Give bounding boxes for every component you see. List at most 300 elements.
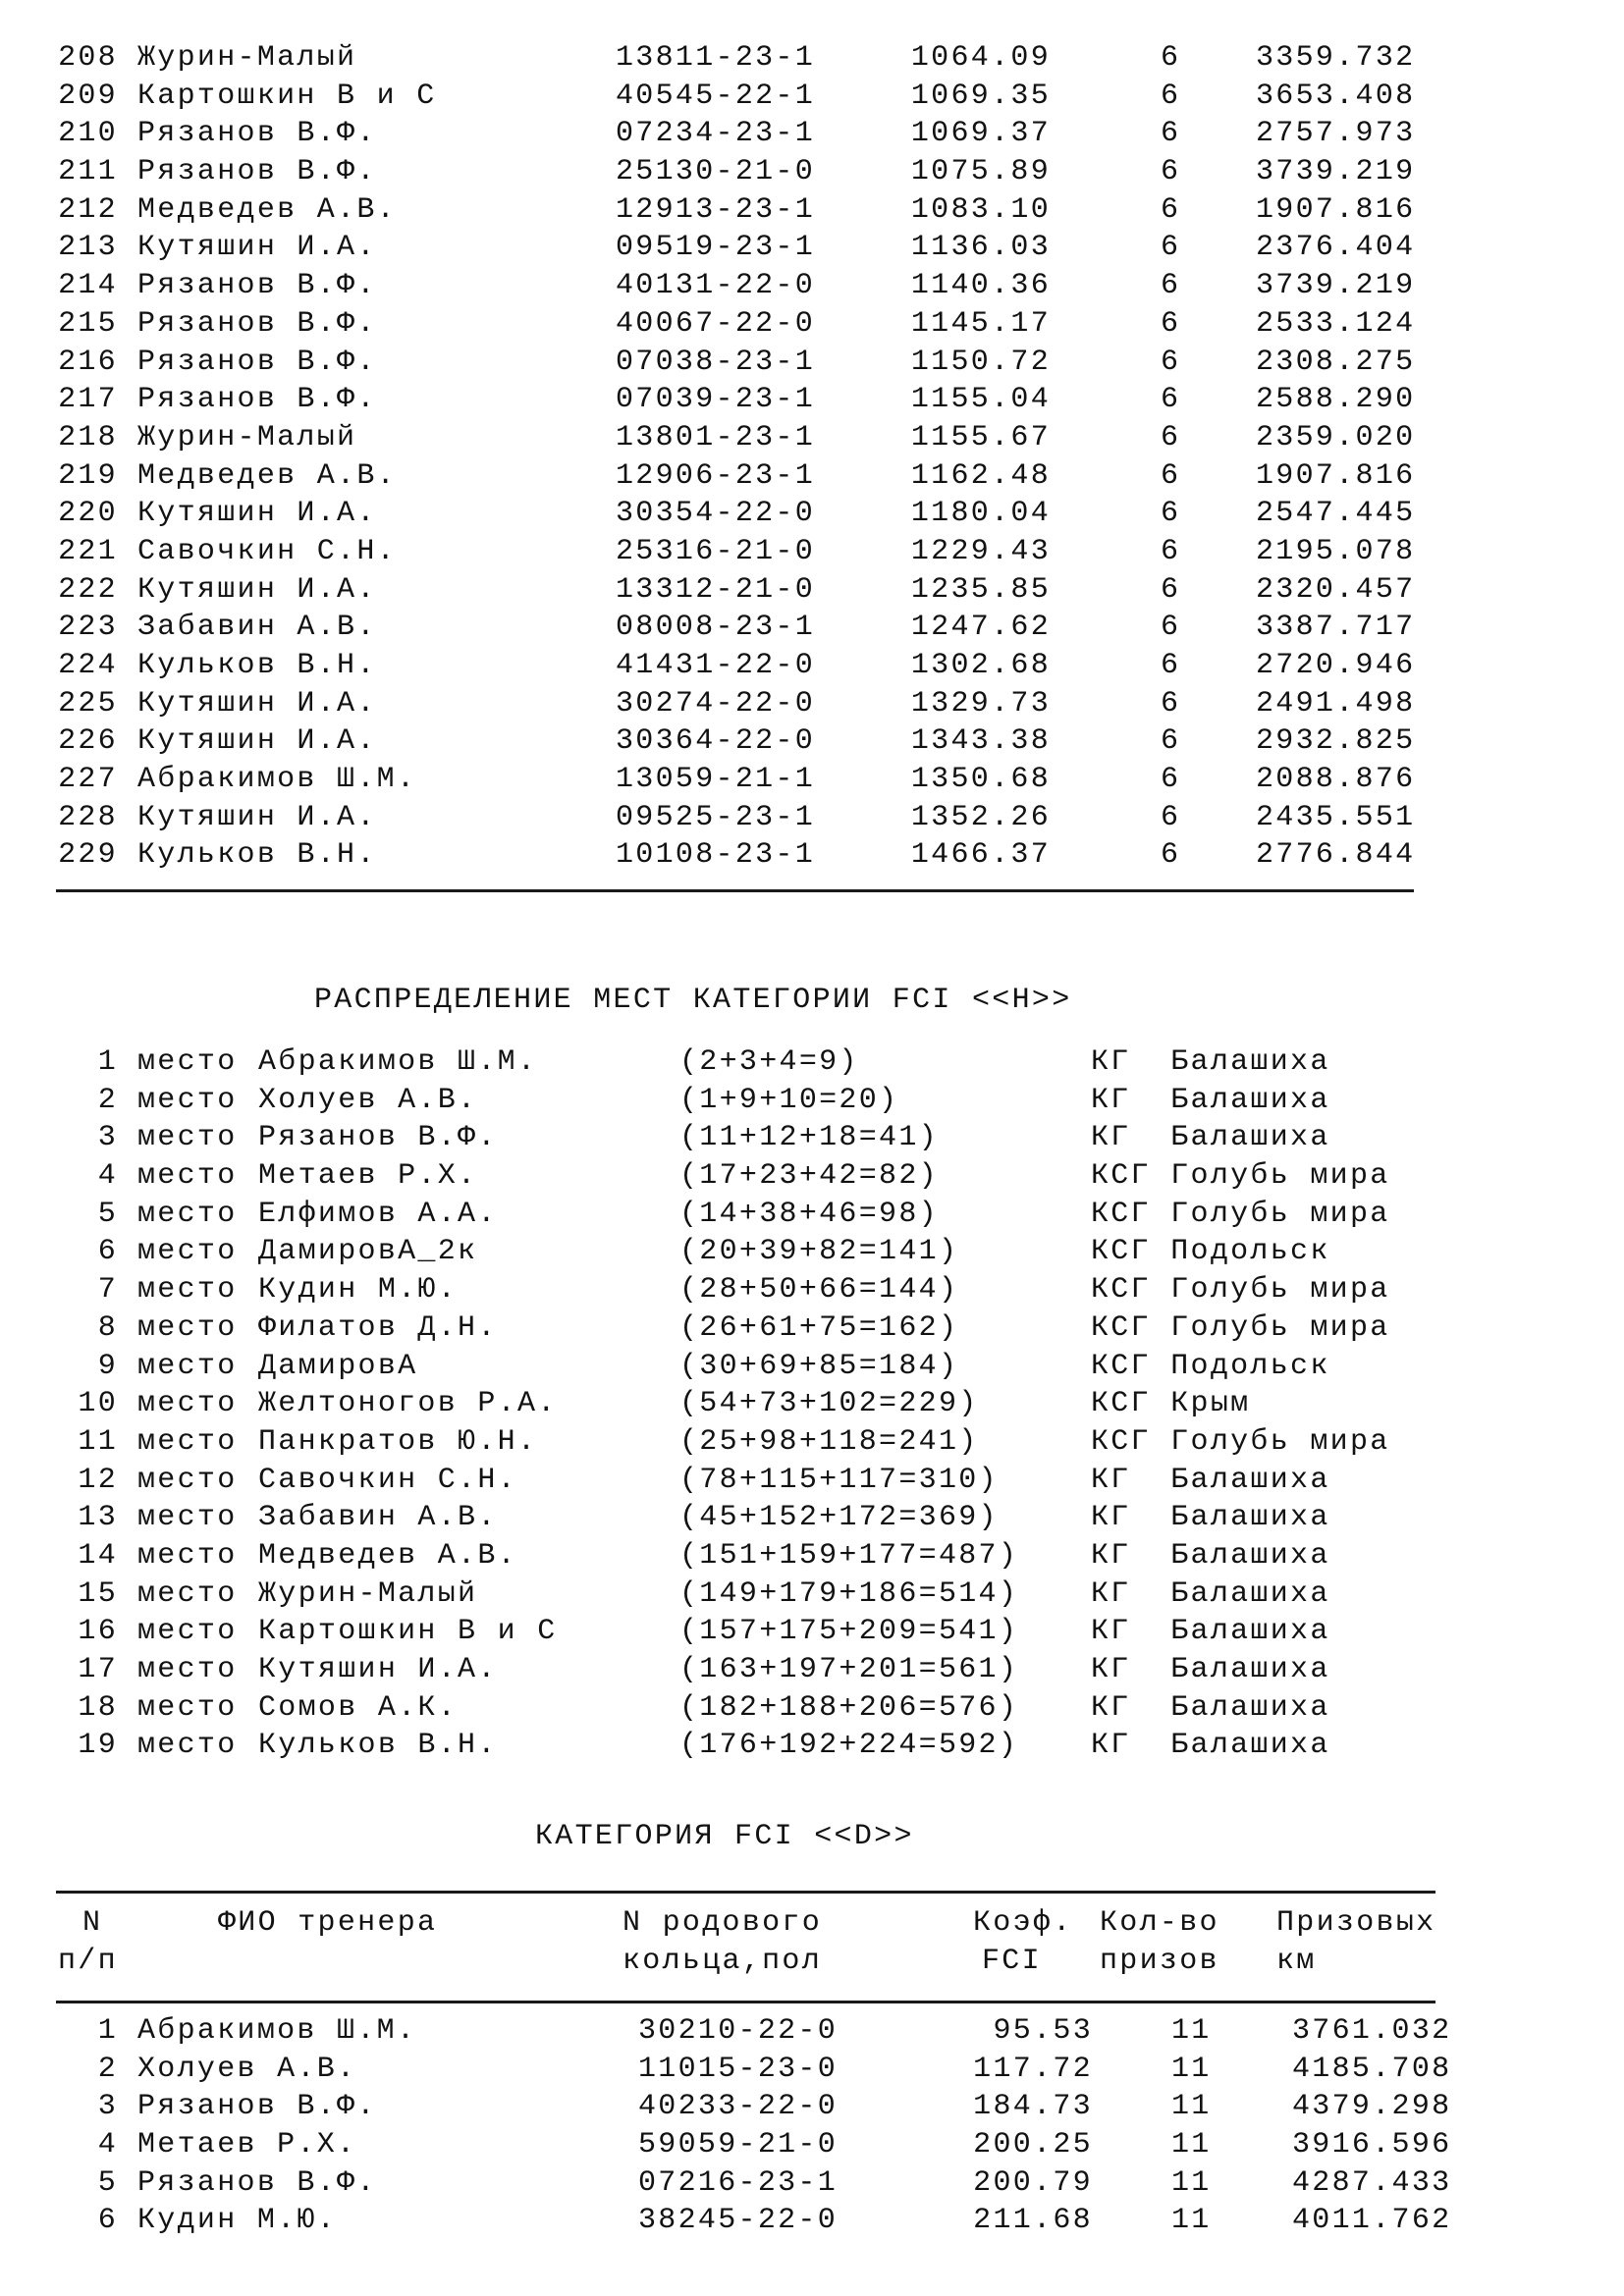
trainer-name: Кутяшин И.А. bbox=[137, 800, 377, 834]
row-rank: 216 bbox=[58, 345, 118, 379]
places-sum-formula: (25+98+118=241) bbox=[679, 1424, 979, 1459]
places-sum-formula: (78+115+117=310) bbox=[679, 1463, 999, 1497]
row-rank: 220 bbox=[58, 497, 118, 531]
row-rank: 215 bbox=[58, 306, 118, 341]
place-row bbox=[0, 1348, 1624, 1386]
trainer-name: Кульков В.Н. bbox=[137, 838, 377, 873]
place-number: 3 bbox=[97, 1121, 118, 1155]
section-title-places-fci-h: РАСПРЕДЕЛЕНИЕ МЕСТ КАТЕГОРИИ FCI <<H>> bbox=[314, 984, 1072, 1017]
place-label: место bbox=[137, 1349, 238, 1383]
place-row bbox=[0, 1537, 1624, 1575]
prizes-count: 6 bbox=[1161, 117, 1181, 151]
places-sum-formula: (20+39+82=141) bbox=[679, 1235, 959, 1269]
result-row bbox=[0, 115, 1624, 153]
prize-km: 3359.732 bbox=[1256, 41, 1416, 75]
prize-km: 2308.275 bbox=[1256, 345, 1416, 379]
trainer-name: Рязанов В.Ф. bbox=[137, 117, 377, 151]
places-sum-formula: (149+179+186=514) bbox=[679, 1576, 1019, 1611]
places-sum-formula: (151+159+177=487) bbox=[679, 1538, 1019, 1573]
club-name: КСГ Голубь мира bbox=[1091, 1424, 1390, 1459]
place-number: 13 bbox=[78, 1501, 118, 1535]
trainer-name: Панкратов Ю.Н. bbox=[258, 1424, 538, 1459]
club-name: КГ Балашиха bbox=[1091, 1653, 1330, 1686]
result-row bbox=[0, 836, 1624, 875]
place-row bbox=[0, 1499, 1624, 1537]
place-number: 19 bbox=[78, 1729, 118, 1763]
row-rank: 212 bbox=[58, 192, 118, 227]
prize-km: 4185.708 bbox=[1292, 2052, 1452, 2086]
prizes-count: 6 bbox=[1161, 649, 1181, 682]
fci-coefficient: 1145.17 bbox=[910, 306, 1051, 341]
prize-km: 3916.596 bbox=[1292, 2128, 1452, 2163]
place-row bbox=[0, 1119, 1624, 1157]
header-coef-line2: FCI bbox=[982, 1944, 1042, 1978]
header-coef: Коэф. bbox=[973, 1906, 1073, 1940]
category-d-table bbox=[0, 2012, 1624, 2240]
prizes-count: 6 bbox=[1161, 420, 1181, 454]
place-number: 7 bbox=[97, 1273, 118, 1308]
header-trainer: ФИО тренера bbox=[218, 1906, 438, 1940]
prize-km: 3739.219 bbox=[1256, 155, 1416, 189]
places-sum-formula: (14+38+46=98) bbox=[679, 1197, 939, 1231]
place-label: место bbox=[137, 1235, 238, 1269]
section-title-category-fci-d: КАТЕГОРИЯ FCI <<D>> bbox=[535, 1820, 914, 1853]
place-number: 18 bbox=[78, 1690, 118, 1725]
trainer-name: Кутяшин И.А. bbox=[137, 724, 377, 759]
result-row bbox=[0, 39, 1624, 78]
fci-coefficient: 95.53 bbox=[993, 2014, 1093, 2048]
prizes-count: 6 bbox=[1161, 724, 1181, 759]
ring-number: 13801-23-1 bbox=[616, 420, 816, 454]
place-label: место bbox=[137, 1538, 238, 1573]
fci-coefficient: 1235.85 bbox=[910, 572, 1051, 607]
result-row bbox=[0, 571, 1624, 610]
prizes-count: 11 bbox=[1171, 2014, 1212, 2048]
place-label: место bbox=[137, 1424, 238, 1459]
trainer-name: Кутяшин И.А. bbox=[137, 686, 377, 721]
row-rank: 228 bbox=[58, 800, 118, 834]
trainer-name: Рязанов В.Ф. bbox=[137, 306, 377, 341]
ring-number: 13811-23-1 bbox=[616, 41, 816, 75]
fci-coefficient: 200.25 bbox=[973, 2128, 1093, 2163]
result-row bbox=[0, 153, 1624, 191]
result-row bbox=[0, 685, 1624, 723]
trainer-name: Медведев А.В. bbox=[137, 192, 397, 227]
place-row bbox=[0, 1689, 1624, 1728]
club-name: КГ Балашиха bbox=[1091, 1463, 1330, 1497]
place-number: 4 bbox=[97, 1159, 118, 1194]
ring-number: 30274-22-0 bbox=[616, 686, 816, 721]
trainer-name: Журин-Малый bbox=[137, 420, 357, 454]
places-sum-formula: (17+23+42=82) bbox=[679, 1159, 939, 1194]
place-row bbox=[0, 1385, 1624, 1423]
ring-number: 11015-23-0 bbox=[638, 2052, 839, 2086]
places-sum-formula: (163+197+201=561) bbox=[679, 1653, 1019, 1686]
club-name: КГ Балашиха bbox=[1091, 1576, 1330, 1611]
place-number: 10 bbox=[78, 1387, 118, 1421]
row-rank: 5 bbox=[97, 2165, 118, 2200]
row-rank: 221 bbox=[58, 534, 118, 568]
prizes-count: 6 bbox=[1161, 458, 1181, 493]
trainer-name: Кутяшин И.А. bbox=[137, 497, 377, 531]
trainer-name: Холуев А.В. bbox=[258, 1083, 478, 1117]
trainer-name: Кутяшин И.А. bbox=[258, 1653, 498, 1686]
result-row bbox=[0, 761, 1624, 799]
place-number: 1 bbox=[97, 1045, 118, 1079]
fci-coefficient: 184.73 bbox=[973, 2090, 1093, 2124]
result-row bbox=[0, 344, 1624, 382]
places-sum-formula: (26+61+75=162) bbox=[679, 1310, 959, 1345]
place-row bbox=[0, 1651, 1624, 1689]
row-rank: 214 bbox=[58, 269, 118, 303]
place-row bbox=[0, 1082, 1624, 1120]
header-km: Призовых bbox=[1276, 1906, 1436, 1940]
fci-coefficient: 1155.67 bbox=[910, 420, 1051, 454]
header-prizes: Кол-во bbox=[1100, 1906, 1219, 1940]
row-rank: 219 bbox=[58, 458, 118, 493]
club-name: КСГ Голубь мира bbox=[1091, 1159, 1390, 1194]
ring-number: 40067-22-0 bbox=[616, 306, 816, 341]
place-label: место bbox=[137, 1615, 238, 1649]
ring-number: 12913-23-1 bbox=[616, 192, 816, 227]
prize-km: 1907.816 bbox=[1256, 458, 1416, 493]
place-label: место bbox=[137, 1159, 238, 1194]
places-sum-formula: (45+152+172=369) bbox=[679, 1501, 999, 1535]
place-row bbox=[0, 1423, 1624, 1462]
header-prizes-line2: призов bbox=[1100, 1944, 1219, 1978]
prize-km: 2776.844 bbox=[1256, 838, 1416, 873]
prize-km: 3739.219 bbox=[1256, 269, 1416, 303]
prize-km: 2491.498 bbox=[1256, 686, 1416, 721]
trainer-name: Рязанов В.Ф. bbox=[137, 2090, 377, 2124]
prize-km: 2533.124 bbox=[1256, 306, 1416, 341]
prizes-count: 6 bbox=[1161, 269, 1181, 303]
row-rank: 2 bbox=[97, 2052, 118, 2086]
trainer-name: Абракимов Ш.М. bbox=[137, 763, 417, 797]
fci-coefficient: 1155.04 bbox=[910, 383, 1051, 417]
places-sum-formula: (2+3+4=9) bbox=[679, 1045, 859, 1079]
place-label: место bbox=[137, 1197, 238, 1231]
result-row bbox=[0, 267, 1624, 305]
prizes-count: 6 bbox=[1161, 383, 1181, 417]
place-label: место bbox=[137, 1463, 238, 1497]
prize-km: 2547.445 bbox=[1256, 497, 1416, 531]
fci-coefficient: 200.79 bbox=[973, 2165, 1093, 2200]
place-number: 8 bbox=[97, 1310, 118, 1345]
club-name: КСГ Голубь мира bbox=[1091, 1197, 1390, 1231]
fci-coefficient: 1075.89 bbox=[910, 155, 1051, 189]
category-d-row bbox=[0, 2164, 1624, 2203]
ring-number: 40131-22-0 bbox=[616, 269, 816, 303]
prize-km: 2359.020 bbox=[1256, 420, 1416, 454]
row-rank: 213 bbox=[58, 231, 118, 265]
header-ring: N родового bbox=[623, 1906, 823, 1940]
row-rank: 6 bbox=[97, 2204, 118, 2238]
prizes-count: 6 bbox=[1161, 192, 1181, 227]
prize-km: 2932.825 bbox=[1256, 724, 1416, 759]
header-num-line2: п/п bbox=[58, 1944, 118, 1978]
trainer-name: Забавин А.В. bbox=[258, 1501, 498, 1535]
trainer-name: Рязанов В.Ф. bbox=[137, 2165, 377, 2200]
ring-number: 13059-21-1 bbox=[616, 763, 816, 797]
prize-km: 2588.290 bbox=[1256, 383, 1416, 417]
prizes-count: 6 bbox=[1161, 497, 1181, 531]
trainer-name: Абракимов Ш.М. bbox=[137, 2014, 417, 2048]
result-row bbox=[0, 78, 1624, 116]
club-name: КГ Балашиха bbox=[1091, 1729, 1330, 1763]
fci-coefficient: 1136.03 bbox=[910, 231, 1051, 265]
header-top-divider bbox=[56, 1891, 1435, 1894]
club-name: КГ Балашиха bbox=[1091, 1121, 1330, 1155]
trainer-name: Кульков В.Н. bbox=[137, 649, 377, 682]
places-sum-formula: (28+50+66=144) bbox=[679, 1273, 959, 1308]
prize-km: 3761.032 bbox=[1292, 2014, 1452, 2048]
ring-number: 07234-23-1 bbox=[616, 117, 816, 151]
trainer-name: Журин-Малый bbox=[258, 1576, 478, 1611]
trainer-name: ДамировА_2к bbox=[258, 1235, 478, 1269]
row-rank: 208 bbox=[58, 41, 118, 75]
club-name: КГ Балашиха bbox=[1091, 1083, 1330, 1117]
trainer-name: Савочкин С.Н. bbox=[137, 534, 397, 568]
prizes-count: 6 bbox=[1161, 572, 1181, 607]
place-number: 17 bbox=[78, 1653, 118, 1686]
trainer-name: Рязанов В.Ф. bbox=[137, 155, 377, 189]
category-d-row bbox=[0, 2126, 1624, 2164]
result-row bbox=[0, 381, 1624, 419]
places-distribution-list bbox=[0, 1043, 1624, 1765]
ring-number: 30354-22-0 bbox=[616, 497, 816, 531]
row-rank: 209 bbox=[58, 79, 118, 113]
club-name: КГ Балашиха bbox=[1091, 1538, 1330, 1573]
fci-coefficient: 1350.68 bbox=[910, 763, 1051, 797]
place-label: место bbox=[137, 1653, 238, 1686]
place-label: место bbox=[137, 1310, 238, 1345]
place-row bbox=[0, 1613, 1624, 1651]
fci-coefficient: 117.72 bbox=[973, 2052, 1093, 2086]
fci-coefficient: 1150.72 bbox=[910, 345, 1051, 379]
ring-number: 40545-22-1 bbox=[616, 79, 816, 113]
results-table-top bbox=[0, 39, 1624, 875]
trainer-name: Кудин М.Ю. bbox=[137, 2204, 338, 2238]
ring-number: 09525-23-1 bbox=[616, 800, 816, 834]
category-d-row bbox=[0, 2051, 1624, 2089]
prize-km: 2720.946 bbox=[1256, 649, 1416, 682]
place-row bbox=[0, 1233, 1624, 1271]
row-rank: 226 bbox=[58, 724, 118, 759]
trainer-name: Филатов Д.Н. bbox=[258, 1310, 498, 1345]
trainer-name: ДамировА bbox=[258, 1349, 418, 1383]
header-bottom-divider bbox=[56, 2001, 1435, 2003]
trainer-name: Желтоногов Р.А. bbox=[258, 1387, 558, 1421]
places-sum-formula: (1+9+10=20) bbox=[679, 1083, 899, 1117]
fci-coefficient: 1162.48 bbox=[910, 458, 1051, 493]
place-number: 5 bbox=[97, 1197, 118, 1231]
trainer-name: Елфимов А.А. bbox=[258, 1197, 498, 1231]
fci-coefficient: 1069.37 bbox=[910, 117, 1051, 151]
result-row bbox=[0, 305, 1624, 344]
prize-km: 2195.078 bbox=[1256, 534, 1416, 568]
prizes-count: 6 bbox=[1161, 838, 1181, 873]
fci-coefficient: 1302.68 bbox=[910, 649, 1051, 682]
ring-number: 13312-21-0 bbox=[616, 572, 816, 607]
places-sum-formula: (54+73+102=229) bbox=[679, 1387, 979, 1421]
place-label: место bbox=[137, 1729, 238, 1763]
trainer-name: Кутяшин И.А. bbox=[137, 231, 377, 265]
prizes-count: 6 bbox=[1161, 534, 1181, 568]
ring-number: 25316-21-0 bbox=[616, 534, 816, 568]
prizes-count: 6 bbox=[1161, 306, 1181, 341]
row-rank: 3 bbox=[97, 2090, 118, 2124]
trainer-name: Журин-Малый bbox=[137, 41, 357, 75]
place-number: 15 bbox=[78, 1576, 118, 1611]
category-d-row bbox=[0, 2202, 1624, 2240]
ring-number: 38245-22-0 bbox=[638, 2204, 839, 2238]
place-row bbox=[0, 1309, 1624, 1348]
place-row bbox=[0, 1575, 1624, 1614]
prize-km: 2376.404 bbox=[1256, 231, 1416, 265]
place-label: место bbox=[137, 1387, 238, 1421]
prizes-count: 6 bbox=[1161, 611, 1181, 645]
club-name: КГ Балашиха bbox=[1091, 1690, 1330, 1725]
place-row bbox=[0, 1043, 1624, 1082]
prizes-count: 11 bbox=[1171, 2128, 1212, 2163]
place-label: место bbox=[137, 1576, 238, 1611]
ring-number: 07216-23-1 bbox=[638, 2165, 839, 2200]
fci-coefficient: 1343.38 bbox=[910, 724, 1051, 759]
places-sum-formula: (157+175+209=541) bbox=[679, 1615, 1019, 1649]
club-name: КСГ Подольск bbox=[1091, 1235, 1330, 1269]
places-sum-formula: (11+12+18=41) bbox=[679, 1121, 939, 1155]
place-number: 9 bbox=[97, 1349, 118, 1383]
prize-km: 4379.298 bbox=[1292, 2090, 1452, 2124]
result-row bbox=[0, 533, 1624, 571]
category-d-row bbox=[0, 2088, 1624, 2126]
prizes-count: 11 bbox=[1171, 2052, 1212, 2086]
place-number: 12 bbox=[78, 1463, 118, 1497]
prize-km: 2320.457 bbox=[1256, 572, 1416, 607]
trainer-name: Рязанов В.Ф. bbox=[258, 1121, 498, 1155]
ring-number: 12906-23-1 bbox=[616, 458, 816, 493]
place-number: 2 bbox=[97, 1083, 118, 1117]
trainer-name: Медведев А.В. bbox=[258, 1538, 517, 1573]
prize-km: 1907.816 bbox=[1256, 192, 1416, 227]
prize-km: 3653.408 bbox=[1256, 79, 1416, 113]
fci-coefficient: 211.68 bbox=[973, 2204, 1093, 2238]
fci-coefficient: 1069.35 bbox=[910, 79, 1051, 113]
place-row bbox=[0, 1462, 1624, 1500]
trainer-name: Метаев Р.Х. bbox=[137, 2128, 357, 2163]
place-number: 11 bbox=[78, 1424, 118, 1459]
trainer-name: Рязанов В.Ф. bbox=[137, 383, 377, 417]
trainer-name: Забавин А.В. bbox=[137, 611, 377, 645]
place-label: место bbox=[137, 1083, 238, 1117]
header-num: N bbox=[82, 1906, 103, 1940]
club-name: КГ Балашиха bbox=[1091, 1501, 1330, 1535]
ring-number: 07039-23-1 bbox=[616, 383, 816, 417]
prizes-count: 6 bbox=[1161, 763, 1181, 797]
place-label: место bbox=[137, 1273, 238, 1308]
trainer-name: Рязанов В.Ф. bbox=[137, 345, 377, 379]
place-label: место bbox=[137, 1121, 238, 1155]
places-sum-formula: (30+69+85=184) bbox=[679, 1349, 959, 1383]
row-rank: 229 bbox=[58, 838, 118, 873]
prizes-count: 11 bbox=[1171, 2204, 1212, 2238]
place-number: 16 bbox=[78, 1615, 118, 1649]
place-row bbox=[0, 1727, 1624, 1765]
place-number: 14 bbox=[78, 1538, 118, 1573]
fci-coefficient: 1352.26 bbox=[910, 800, 1051, 834]
fci-coefficient: 1180.04 bbox=[910, 497, 1051, 531]
prizes-count: 11 bbox=[1171, 2165, 1212, 2200]
prize-km: 3387.717 bbox=[1256, 611, 1416, 645]
prizes-count: 6 bbox=[1161, 155, 1181, 189]
row-rank: 222 bbox=[58, 572, 118, 607]
place-row bbox=[0, 1196, 1624, 1234]
result-row bbox=[0, 647, 1624, 685]
row-rank: 225 bbox=[58, 686, 118, 721]
ring-number: 09519-23-1 bbox=[616, 231, 816, 265]
trainer-name: Кудин М.Ю. bbox=[258, 1273, 459, 1308]
prizes-count: 11 bbox=[1171, 2090, 1212, 2124]
fci-coefficient: 1247.62 bbox=[910, 611, 1051, 645]
places-sum-formula: (182+188+206=576) bbox=[679, 1690, 1019, 1725]
ring-number: 25130-21-0 bbox=[616, 155, 816, 189]
result-row bbox=[0, 229, 1624, 267]
result-row bbox=[0, 419, 1624, 457]
prizes-count: 6 bbox=[1161, 800, 1181, 834]
row-rank: 218 bbox=[58, 420, 118, 454]
ring-number: 08008-23-1 bbox=[616, 611, 816, 645]
trainer-name: Метаев Р.Х. bbox=[258, 1159, 478, 1194]
prize-km: 4287.433 bbox=[1292, 2165, 1452, 2200]
place-label: место bbox=[137, 1045, 238, 1079]
table-bottom-divider bbox=[56, 889, 1414, 892]
place-label: место bbox=[137, 1501, 238, 1535]
fci-coefficient: 1064.09 bbox=[910, 41, 1051, 75]
trainer-name: Кутяшин И.А. bbox=[137, 572, 377, 607]
row-rank: 224 bbox=[58, 649, 118, 682]
place-row bbox=[0, 1271, 1624, 1309]
fci-coefficient: 1329.73 bbox=[910, 686, 1051, 721]
place-row bbox=[0, 1157, 1624, 1196]
row-rank: 223 bbox=[58, 611, 118, 645]
ring-number: 10108-23-1 bbox=[616, 838, 816, 873]
club-name: КСГ Подольск bbox=[1091, 1349, 1330, 1383]
club-name: КГ Балашиха bbox=[1091, 1045, 1330, 1079]
club-name: КГ Балашиха bbox=[1091, 1615, 1330, 1649]
result-row bbox=[0, 191, 1624, 230]
prizes-count: 6 bbox=[1161, 79, 1181, 113]
fci-coefficient: 1083.10 bbox=[910, 192, 1051, 227]
result-row bbox=[0, 495, 1624, 533]
places-sum-formula: (176+192+224=592) bbox=[679, 1729, 1019, 1763]
trainer-name: Рязанов В.Ф. bbox=[137, 269, 377, 303]
ring-number: 59059-21-0 bbox=[638, 2128, 839, 2163]
fci-coefficient: 1140.36 bbox=[910, 269, 1051, 303]
place-label: место bbox=[137, 1690, 238, 1725]
trainer-name: Холуев А.В. bbox=[137, 2052, 357, 2086]
prize-km: 4011.762 bbox=[1292, 2204, 1452, 2238]
result-row bbox=[0, 799, 1624, 837]
prize-km: 2757.973 bbox=[1256, 117, 1416, 151]
ring-number: 30364-22-0 bbox=[616, 724, 816, 759]
trainer-name: Абракимов Ш.М. bbox=[258, 1045, 538, 1079]
prizes-count: 6 bbox=[1161, 231, 1181, 265]
trainer-name: Савочкин С.Н. bbox=[258, 1463, 517, 1497]
header-ring-line2: кольца,пол bbox=[623, 1944, 823, 1978]
prize-km: 2088.876 bbox=[1256, 763, 1416, 797]
fci-coefficient: 1229.43 bbox=[910, 534, 1051, 568]
